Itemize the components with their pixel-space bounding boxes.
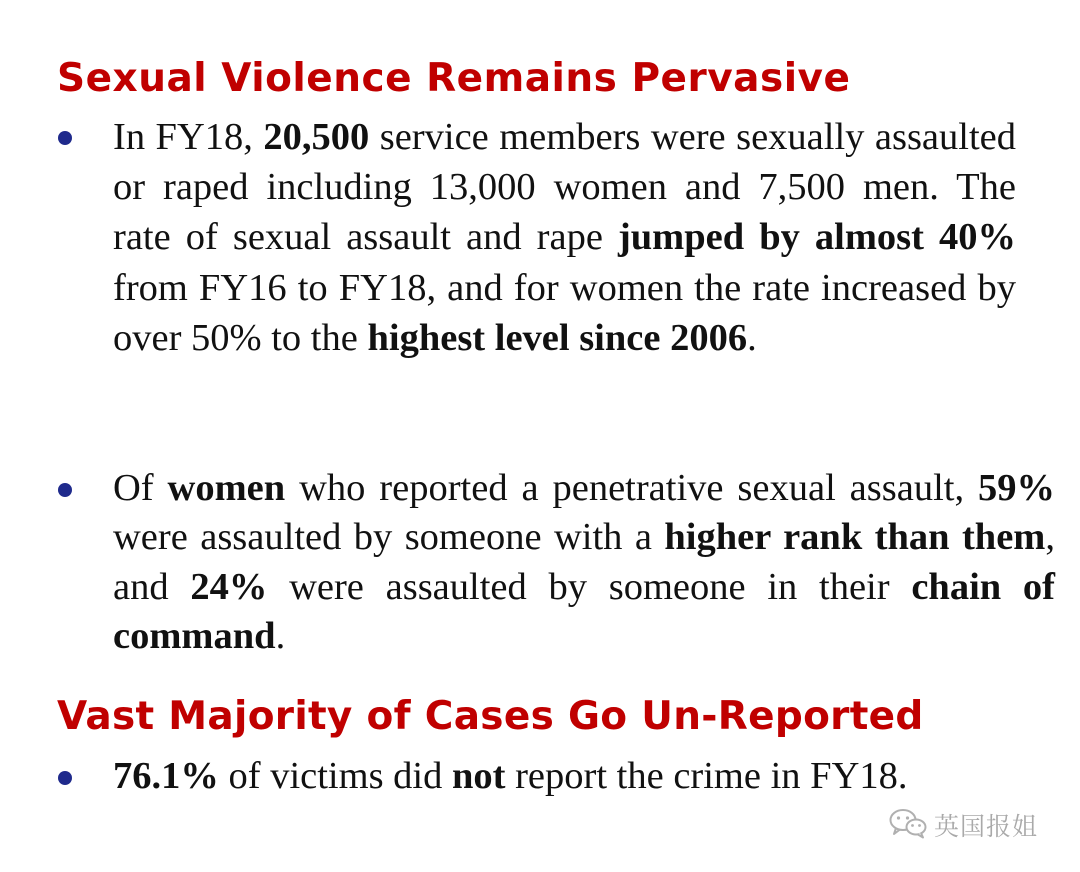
bold-run: women: [167, 467, 286, 509]
text-run: Of: [113, 467, 168, 509]
text-run: who reported a penetrative sexual assault,: [285, 467, 979, 509]
watermark: [888, 808, 1038, 842]
text-run: In FY18,: [113, 116, 264, 158]
bullet-paragraph-fy18-assaults: [113, 112, 1016, 363]
bold-run: 20,500: [263, 116, 370, 158]
text-run: of victims did: [218, 755, 452, 797]
bullet-dot: [58, 483, 72, 497]
bold-run: higher rank than them: [664, 516, 1046, 559]
bullet-dot: [58, 131, 72, 145]
bullet-paragraph-unreported-rate: [113, 752, 1055, 801]
bold-run: 76.1%: [113, 755, 219, 797]
section-heading-unreported: Vast Majority of Cases Go Un-Reported: [57, 694, 924, 739]
text-run: report the crime in FY18.: [505, 755, 908, 797]
text-run: .: [747, 316, 757, 359]
section-heading-sexual-violence: Sexual Violence Remains Pervasive: [57, 56, 851, 101]
bold-run: chain of command: [113, 565, 1056, 657]
text-run: .: [275, 614, 286, 657]
bold-run: highest level since 2006: [367, 316, 748, 359]
watermark-text: 英国报姐: [934, 812, 1039, 841]
bold-run: not: [452, 755, 506, 797]
wechat-icon: [888, 807, 928, 844]
text-run: were assaulted by someone in their: [267, 565, 912, 608]
text-run: were assaulted by someone with a: [113, 516, 665, 559]
bullet-dot: [58, 771, 72, 785]
bullet-paragraph-women-reports: [113, 464, 1055, 661]
bold-run: 59%: [978, 467, 1056, 509]
bold-run: 24%: [190, 565, 268, 608]
text-run: from FY16 to FY18, and for women the rate increased by over 50% to the: [113, 266, 1016, 359]
text-run: , and: [113, 516, 1055, 608]
text-run: service members were sexually assaulted or raped including 13,000 women and 7,500 men. The rate of sexual assault and rape: [113, 116, 1016, 259]
bold-run: jumped by almost 40%: [617, 216, 1017, 259]
